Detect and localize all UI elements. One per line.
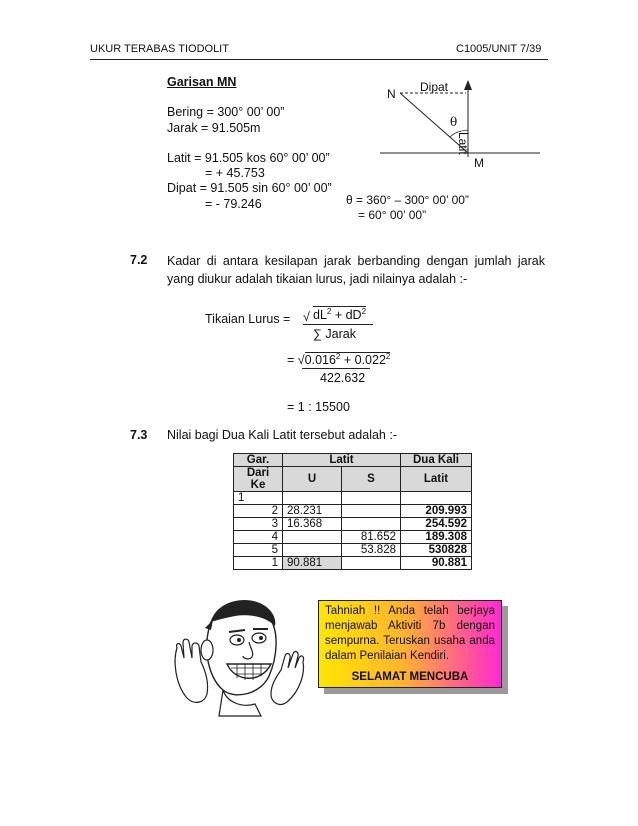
latit-line-2: = + 45.753 (205, 166, 265, 180)
header-dari-ke: Dari Ke (234, 467, 283, 492)
cell-u (283, 531, 342, 544)
header-latit: Latit (283, 454, 401, 467)
cell-ke: 3 (258, 518, 283, 531)
cell-dari (234, 531, 259, 544)
table-row (234, 518, 472, 531)
theta-label: θ (450, 115, 458, 129)
dl-exp: 2 (326, 307, 332, 316)
cell-dkl: 189.308 (401, 531, 472, 544)
cell-u: 28.231 (283, 505, 342, 518)
m-label: M (474, 156, 484, 170)
cell-dkl (401, 492, 472, 505)
cell-dari (234, 557, 259, 570)
section-7-2-number: 7.2 (130, 253, 148, 267)
second-eq-radicand (305, 352, 391, 367)
theta-equation-1: θ = 360° – 300° 00’ 00” (346, 193, 469, 207)
section-7-3-number: 7.3 (130, 428, 148, 442)
table-row (234, 492, 472, 505)
tikaian-numerator (313, 306, 366, 322)
bearing-diagram (370, 75, 550, 185)
cell-u: 90.881 (283, 557, 342, 570)
bering-line: Bering = 300° 00’ 00” (167, 105, 285, 119)
cell-dari (234, 518, 259, 531)
cell-s (342, 505, 401, 518)
second-equation (287, 352, 390, 367)
garisan-title: Garisan MN (167, 75, 237, 89)
second-fraction-rule (302, 368, 370, 369)
table-row (234, 557, 472, 570)
theta-equation-2: = 60° 00’ 00” (358, 208, 427, 222)
tikaian-label: Tikaian Lurus = (205, 312, 291, 326)
table-row (234, 505, 472, 518)
north-label: N (387, 87, 396, 101)
cartoon-character-image (165, 598, 315, 718)
cell-dari (234, 505, 259, 518)
cell-dkl: 530828 (401, 544, 472, 557)
tikaian-denominator: ∑ Jarak (313, 327, 356, 341)
header-u: U (283, 467, 342, 492)
header-title: UKUR TERABAS TIODOLIT (90, 43, 229, 55)
cell-dkl: 209.993 (401, 505, 472, 518)
congratulations-box (318, 600, 502, 688)
dipat-label: Dipat (420, 80, 449, 94)
cell-u: 16.368 (283, 518, 342, 531)
header-page-ref: C1005/UNIT 7/39 (456, 43, 542, 55)
selamat-mencuba-text: SELAMAT MENCUBA (351, 671, 469, 683)
cell-s: 53.828 (342, 544, 401, 557)
cell-s (342, 557, 401, 570)
cell-s: 81.652 (342, 531, 401, 544)
second-eq-prefix: = √ (287, 353, 305, 368)
congratulations-text: Tahniah !! Anda telah berjaya menjawab Aktiviti 7b dengan sempurna. Teruskan usaha anda dalam Penilaian Kendiri. (325, 605, 495, 662)
cell-u (283, 544, 342, 557)
tikaian-fraction-rule (303, 324, 373, 325)
header-rule (90, 59, 548, 60)
section-7-3-text: Nilai bagi Dua Kali Latit tersebut adalah :- (167, 428, 397, 442)
cell-ke: 1 (258, 557, 283, 570)
jarak-line: Jarak = 91.505m (167, 121, 261, 135)
dd-term: + dD (331, 308, 362, 323)
cell-dari: 1 (234, 492, 259, 505)
v016-exp: 2 (335, 352, 341, 361)
v016: 0.016 (304, 353, 336, 368)
cell-ke: 2 (258, 505, 283, 518)
latit-label: Latit (456, 132, 470, 155)
header-dkl-2: Latit (401, 467, 472, 492)
cell-dkl: 90.881 (401, 557, 472, 570)
cell-ke: 4 (258, 531, 283, 544)
cell-dkl: 254.592 (401, 518, 472, 531)
header-s: S (342, 467, 401, 492)
cell-s (342, 518, 401, 531)
dua-kali-latit-table (233, 453, 472, 570)
cell-ke: 5 (258, 544, 283, 557)
dd-exp: 2 (361, 307, 367, 316)
dipat-line-1: Dipat = 91.505 sin 60° 00’ 00” (167, 181, 332, 195)
header-gar: Gar. (234, 454, 283, 467)
dl-term: dL (313, 308, 327, 323)
latit-line-1: Latit = 91.505 kos 60° 00’ 00” (167, 151, 330, 165)
cell-u (283, 492, 342, 505)
cell-dari (234, 544, 259, 557)
dipat-line-2: = - 79.246 (205, 197, 262, 211)
cell-ke (258, 492, 283, 505)
table-row (234, 544, 472, 557)
ratio-result: = 1 : 15500 (287, 400, 350, 414)
tikaian-sqrt: √ (303, 310, 310, 324)
second-denominator: 422.632 (320, 371, 366, 385)
table-row (234, 531, 472, 544)
v022-exp: 2 (385, 352, 391, 361)
header-dkl-1: Dua Kali (401, 454, 472, 467)
section-7-2-text: Kadar di antara kesilapan jarak berbanding dengan jumlah jarak yang diukur adalah tikaian lurus, jadi nilainya adalah :- (167, 254, 545, 286)
v022: + 0.022 (340, 353, 386, 368)
cell-s (342, 492, 401, 505)
